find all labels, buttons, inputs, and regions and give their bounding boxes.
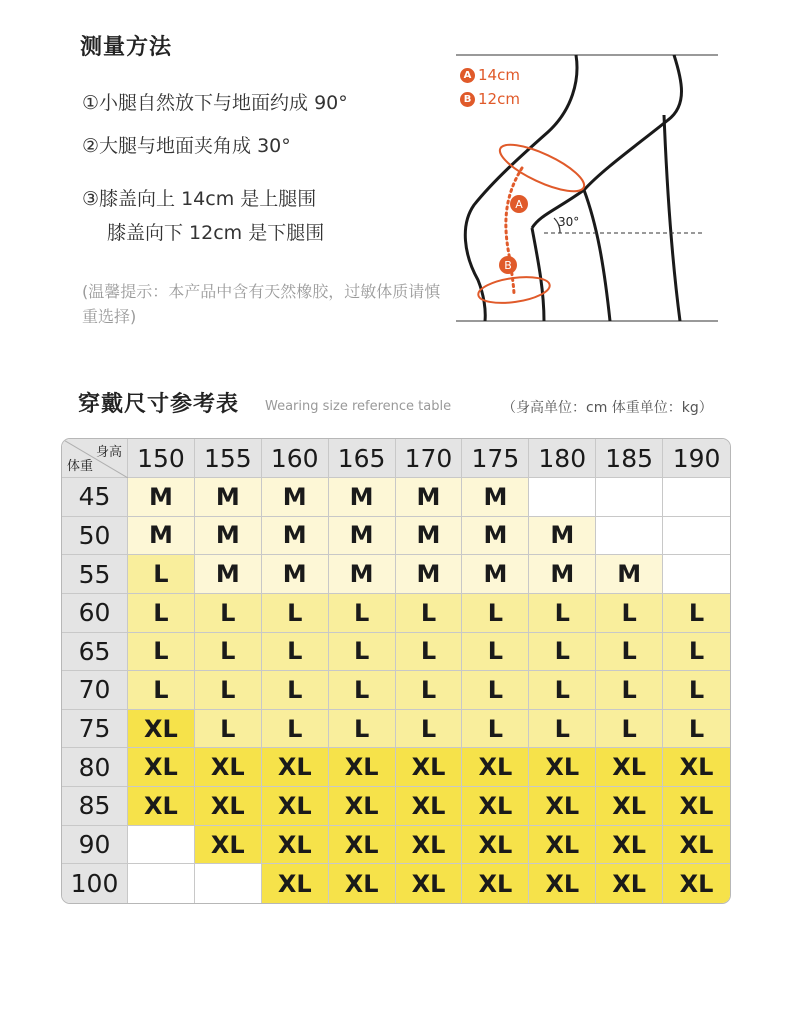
size-cell: XL: [596, 864, 663, 903]
size-cell: XL: [663, 864, 730, 903]
size-cell: L: [396, 633, 463, 672]
weight-header: 85: [62, 787, 128, 826]
size-cell: L: [262, 594, 329, 633]
size-cell: M: [462, 517, 529, 556]
height-header: 175: [462, 439, 529, 478]
legend-b: [460, 90, 520, 108]
weight-header: 45: [62, 478, 128, 517]
size-cell: XL: [663, 748, 730, 787]
height-header: 185: [596, 439, 663, 478]
size-cell: L: [663, 710, 730, 749]
height-header: 165: [329, 439, 396, 478]
size-cell: XL: [396, 864, 463, 903]
size-cell: M: [329, 517, 396, 556]
height-header: 170: [396, 439, 463, 478]
size-cell: M: [128, 517, 195, 556]
size-cell: M: [529, 517, 596, 556]
size-cell: L: [262, 633, 329, 672]
measure-title: 测量方法: [80, 35, 173, 60]
size-cell: [663, 478, 730, 517]
height-header: 150: [128, 439, 195, 478]
weight-header: 60: [62, 594, 128, 633]
size-cell: L: [462, 671, 529, 710]
angle-label: 30°: [558, 215, 580, 229]
size-cell: L: [329, 671, 396, 710]
size-cell: [529, 478, 596, 517]
size-cell: M: [262, 555, 329, 594]
size-cell: XL: [663, 826, 730, 865]
weight-header: 80: [62, 748, 128, 787]
size-cell: XL: [396, 787, 463, 826]
size-cell: L: [663, 671, 730, 710]
size-cell: XL: [329, 864, 396, 903]
size-cell: XL: [596, 748, 663, 787]
size-cell: [663, 517, 730, 556]
size-cell: L: [529, 594, 596, 633]
weight-header: 75: [62, 710, 128, 749]
size-cell: [663, 555, 730, 594]
size-cell: L: [529, 633, 596, 672]
size-cell: XL: [128, 787, 195, 826]
height-header: 190: [663, 439, 730, 478]
step-2: ②大腿与地面夹角成 30°: [82, 135, 291, 157]
size-cell: L: [128, 555, 195, 594]
size-cell: [596, 478, 663, 517]
size-cell: M: [262, 478, 329, 517]
size-cell: L: [396, 594, 463, 633]
size-cell: XL: [195, 787, 262, 826]
size-cell: XL: [529, 864, 596, 903]
leg-diagram: [452, 40, 722, 340]
size-cell: M: [396, 478, 463, 517]
size-cell: [195, 864, 262, 903]
size-cell: L: [596, 710, 663, 749]
size-cell: M: [396, 555, 463, 594]
size-cell: L: [128, 594, 195, 633]
size-cell: L: [195, 594, 262, 633]
size-cell: XL: [262, 787, 329, 826]
size-table: [61, 438, 731, 904]
leg-illustration: [452, 40, 722, 340]
size-cell: L: [262, 671, 329, 710]
size-cell: L: [529, 710, 596, 749]
size-cell: XL: [462, 864, 529, 903]
size-cell: M: [195, 517, 262, 556]
size-cell: L: [195, 671, 262, 710]
size-cell: XL: [462, 826, 529, 865]
size-cell: XL: [329, 748, 396, 787]
weight-header: 70: [62, 671, 128, 710]
size-cell: [596, 517, 663, 556]
legend-b-value: 12cm: [478, 90, 520, 108]
size-cell: XL: [396, 826, 463, 865]
step-3b: 膝盖向下 12cm 是下腿围: [107, 222, 325, 244]
table-corner: [62, 439, 128, 478]
size-cell: XL: [462, 787, 529, 826]
size-cell: XL: [128, 710, 195, 749]
size-cell: M: [462, 478, 529, 517]
size-cell: M: [396, 517, 463, 556]
weight-header: 90: [62, 826, 128, 865]
corner-height-label: 身高: [95, 445, 122, 460]
size-cell: XL: [195, 826, 262, 865]
size-cell: XL: [396, 748, 463, 787]
size-cell: XL: [329, 787, 396, 826]
size-cell: XL: [262, 864, 329, 903]
size-cell: M: [195, 478, 262, 517]
size-cell: L: [195, 633, 262, 672]
height-header: 155: [195, 439, 262, 478]
size-cell: M: [329, 478, 396, 517]
size-cell: XL: [596, 787, 663, 826]
allergy-note: (温馨提示：本产品中含有天然橡胶，过敏体质请慎重选择): [82, 282, 441, 326]
corner-weight-label: 体重: [67, 459, 94, 474]
size-cell: L: [596, 671, 663, 710]
size-grid: [62, 439, 730, 903]
marker-b-label: B: [504, 259, 512, 272]
height-header: 180: [529, 439, 596, 478]
size-cell: XL: [262, 826, 329, 865]
step-3: ③膝盖向上 14cm 是上腿围: [82, 188, 317, 210]
size-cell: L: [663, 633, 730, 672]
size-cell: M: [262, 517, 329, 556]
size-cell: XL: [529, 787, 596, 826]
weight-header: 55: [62, 555, 128, 594]
height-header: 160: [262, 439, 329, 478]
size-cell: L: [663, 594, 730, 633]
size-cell: XL: [462, 748, 529, 787]
size-cell: XL: [329, 826, 396, 865]
size-cell: L: [529, 671, 596, 710]
size-cell: L: [462, 633, 529, 672]
size-cell: L: [396, 671, 463, 710]
size-cell: L: [329, 710, 396, 749]
size-cell: L: [262, 710, 329, 749]
legend-a-dot: A: [460, 68, 475, 83]
size-cell: XL: [529, 748, 596, 787]
weight-header: 100: [62, 864, 128, 903]
size-table-title: 穿戴尺寸参考表: [78, 392, 240, 417]
legend-b-dot: B: [460, 92, 475, 107]
size-cell: L: [596, 633, 663, 672]
size-cell: M: [195, 555, 262, 594]
size-cell: M: [529, 555, 596, 594]
marker-a-label: A: [515, 198, 523, 211]
size-cell: L: [195, 710, 262, 749]
size-cell: [128, 864, 195, 903]
size-cell: L: [596, 594, 663, 633]
size-cell: XL: [596, 826, 663, 865]
size-cell: XL: [663, 787, 730, 826]
size-cell: L: [128, 633, 195, 672]
size-cell: L: [462, 710, 529, 749]
size-cell: M: [128, 478, 195, 517]
size-cell: L: [329, 594, 396, 633]
legend-a-value: 14cm: [478, 66, 520, 84]
size-cell: M: [462, 555, 529, 594]
size-cell: [128, 826, 195, 865]
step-1: ①小腿自然放下与地面约成 90°: [82, 92, 348, 114]
size-cell: XL: [262, 748, 329, 787]
size-cell: L: [128, 671, 195, 710]
size-cell: M: [329, 555, 396, 594]
size-cell: L: [462, 594, 529, 633]
size-cell: L: [396, 710, 463, 749]
size-cell: XL: [195, 748, 262, 787]
unit-note: （身高单位：cm 体重单位：kg）: [502, 400, 713, 416]
size-cell: L: [329, 633, 396, 672]
size-table-subtitle: Wearing size reference table: [265, 399, 452, 414]
weight-header: 50: [62, 517, 128, 556]
size-cell: M: [596, 555, 663, 594]
weight-header: 65: [62, 633, 128, 672]
size-cell: XL: [128, 748, 195, 787]
legend-a: [460, 66, 520, 84]
size-cell: XL: [529, 826, 596, 865]
